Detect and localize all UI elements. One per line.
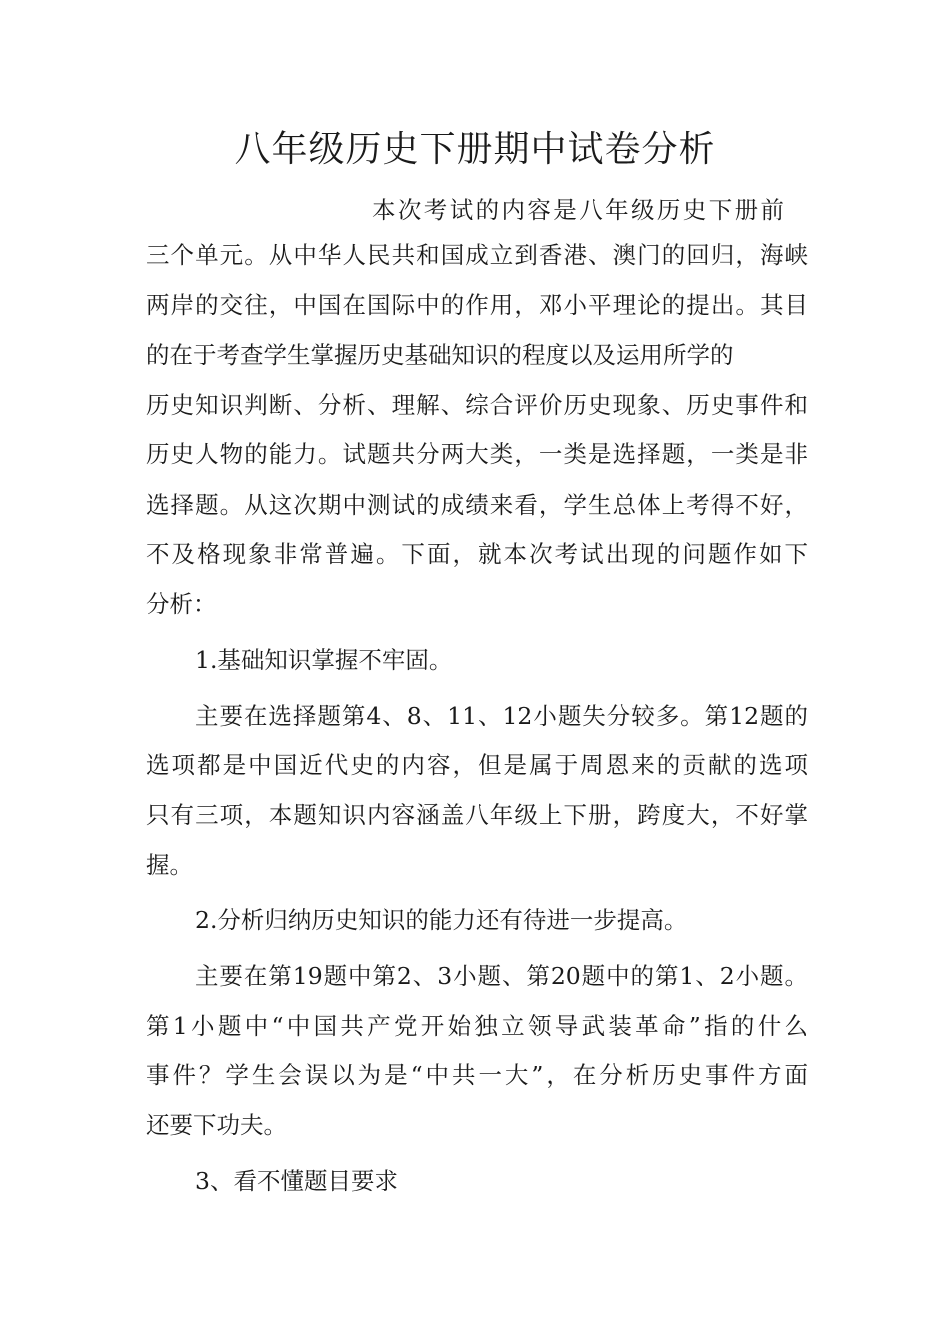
paragraph-line: 还要下功夫。 — [146, 1111, 287, 1139]
paragraph-line: 主要在第19题中第2、3小题、第20题中的第1、2小题。 — [195, 962, 808, 990]
paragraph-line: 选项都是中国近代史的内容，但是属于周恩来的贡献的选项 — [146, 751, 808, 779]
section-heading: 2.分析归纳历史知识的能力还有待进一步提高。 — [195, 906, 688, 934]
paragraph-line: 主要在选择题第4、8、11、12小题失分较多。第12题的 — [195, 702, 808, 730]
paragraph-line: 本次考试的内容是八年级历史下册前 — [372, 196, 784, 224]
paragraph-line: 历史人物的能力。试题共分两大类，一类是选择题，一类是非 — [146, 440, 808, 468]
paragraph-line: 只有三项，本题知识内容涵盖八年级上下册，跨度大，不好掌 — [146, 801, 808, 829]
paragraph-line: 不及格现象非常普遍。下面，就本次考试出现的问题作如下 — [146, 540, 808, 568]
document-title: 八年级历史下册期中试卷分析 — [234, 129, 716, 170]
section-heading: 1.基础知识掌握不牢固。 — [195, 646, 453, 674]
paragraph-line: 事件？学生会误以为是“中共一大”，在分析历史事件方面 — [146, 1061, 808, 1089]
paragraph-line: 三个单元。从中华人民共和国成立到香港、澳门的回归，海峡 — [146, 241, 808, 269]
paragraph-line: 选择题。从这次期中测试的成绩来看，学生总体上考得不好， — [146, 491, 808, 519]
section-heading: 3、看不懂题目要求 — [195, 1167, 398, 1195]
paragraph-line: 的在于考查学生掌握历史基础知识的程度以及运用所学的 — [146, 341, 734, 369]
paragraph-line: 握。 — [146, 851, 193, 879]
paragraph-line: 分析： — [146, 590, 217, 618]
paragraph-line: 第1小题中“中国共产党开始独立领导武装革命”指的什么 — [146, 1012, 808, 1040]
paragraph-line: 历史知识判断、分析、理解、综合评价历史现象、历史事件和 — [146, 391, 808, 419]
paragraph-line: 两岸的交往，中国在国际中的作用，邓小平理论的提出。其目 — [146, 291, 808, 319]
